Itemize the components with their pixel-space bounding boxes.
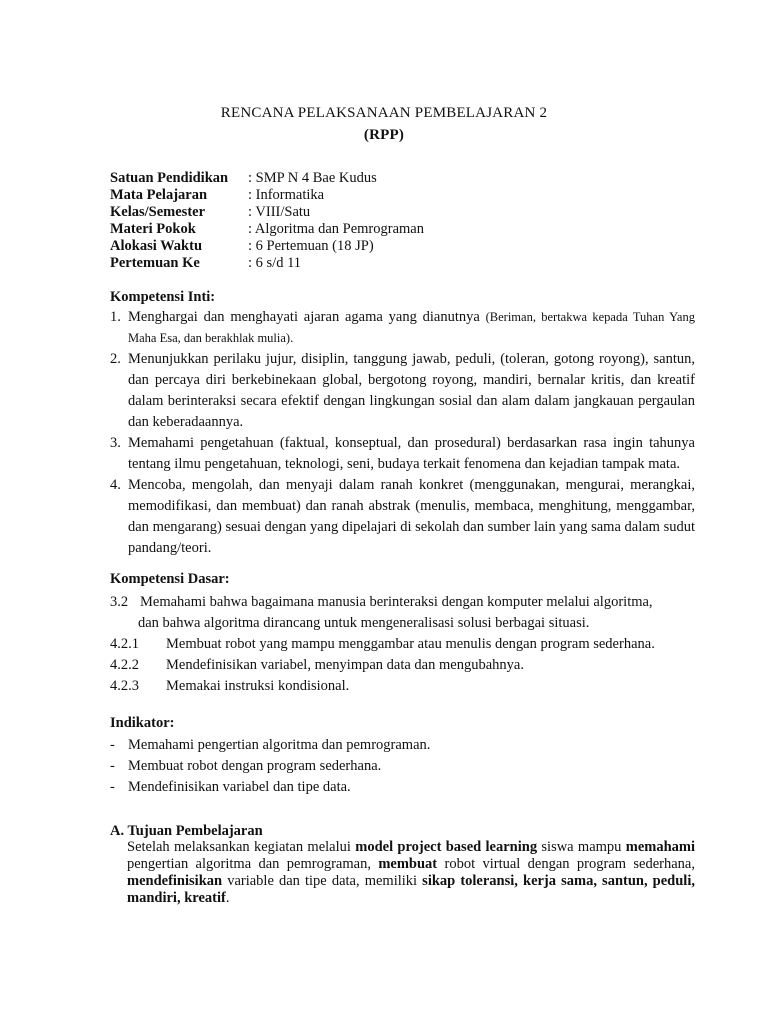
kd-item bbox=[110, 592, 700, 613]
list-item bbox=[110, 735, 430, 756]
info-value: : VIII/Satu bbox=[248, 204, 311, 220]
kd-item bbox=[110, 676, 700, 697]
text-run: . bbox=[225, 890, 230, 906]
item-text: Membuat robot dengan program sederhana. bbox=[128, 758, 382, 774]
kompetensi-inti-list bbox=[110, 307, 695, 559]
indikator-list bbox=[110, 735, 430, 798]
item-text: Memahami pengetahuan (faktual, konseptual, dan prosedural) berdasarkan rasa ingin tahunya tentang ilmu pengetahuan, teknologi, seni, budaya terkait fenomena dan kejadian tampak mata. bbox=[128, 435, 695, 472]
indikator-heading: Indikator: bbox=[110, 715, 175, 731]
kompetensi-dasar-heading: Kompetensi Dasar: bbox=[110, 571, 230, 587]
bold-run: sikap toleransi, kerja sama, santun, peduli, mandiri, kreatif bbox=[127, 873, 695, 906]
info-row-satuan bbox=[110, 170, 424, 187]
kd-text: Memakai instruksi kondisional. bbox=[166, 678, 350, 694]
info-label: Satuan Pendidikan bbox=[110, 170, 229, 186]
info-label: Mata Pelajaran bbox=[110, 187, 208, 203]
list-item bbox=[110, 433, 695, 475]
document-title: RENCANA PELAKSANAAN PEMBELAJARAN 2 bbox=[220, 105, 548, 121]
kd-item bbox=[110, 655, 700, 676]
text-run: robot virtual dengan program sederhana, bbox=[437, 856, 695, 872]
info-label: Kelas/Semester bbox=[110, 204, 206, 220]
item-text: Mencoba, mengolah, dan menyaji dalam ranah konkret (menggunakan, mengurai, merangkai, memodifikasi, dan membuat) dan ranah abstrak (menulis, membaca, menghitung, menggambar, dan mengarang) sesuai dengan yang dipelajari di sekolah dan sumber lain yang sama dalam sudut pandang/teori. bbox=[128, 477, 695, 556]
bullet-dash: - bbox=[110, 737, 115, 753]
item-text: Menghargai dan menghayati ajaran agama yang dianutnya bbox=[128, 309, 486, 325]
info-row-mapel bbox=[110, 187, 424, 204]
kd-number: 4.2.2 bbox=[110, 657, 139, 673]
list-item bbox=[110, 777, 430, 798]
text-run: variable dan tipe data, memiliki bbox=[222, 873, 423, 889]
kd-text: Memahami bahwa bagaimana manusia berinteraksi dengan komputer melalui algoritma, bbox=[140, 594, 653, 610]
list-item bbox=[110, 756, 430, 777]
bullet-dash: - bbox=[110, 758, 115, 774]
document-subtitle: (RPP) bbox=[363, 127, 405, 143]
kompetensi-dasar-list bbox=[110, 592, 700, 697]
info-value: : Algoritma dan Pemrograman bbox=[248, 221, 424, 237]
bold-run: mendefinisikan bbox=[127, 873, 223, 889]
info-value: : 6 s/d 11 bbox=[248, 255, 302, 271]
item-number: 1. bbox=[110, 309, 121, 325]
kd-number: 3.2 bbox=[110, 594, 129, 610]
identity-table bbox=[110, 170, 424, 272]
item-number: 4. bbox=[110, 477, 121, 493]
info-value: : Informatika bbox=[248, 187, 325, 203]
item-number: 3. bbox=[110, 435, 121, 451]
tujuan-heading: A. Tujuan Pembelajaran bbox=[110, 823, 263, 839]
item-text: Mendefinisikan variabel dan tipe data. bbox=[128, 779, 351, 795]
text-run: Setelah melaksankan kegiatan melalui bbox=[127, 839, 356, 855]
list-item bbox=[110, 475, 695, 559]
kd-text: Membuat robot yang mampu menggambar atau menulis dengan program sederhana. bbox=[166, 636, 655, 652]
info-row-kelas bbox=[110, 204, 424, 221]
item-text: Menunjukkan perilaku jujur, disiplin, tanggung jawab, peduli, (toleran, gotong royong), santun, dan percaya diri berkebinekaan global, bergotong royong, mandiri, bernalar kritis, dan kreatif dalam berinteraksi secara efektif dengan lingkungan sosial dan alam dalam jangkauan pergaulan dan keberadaannya. bbox=[128, 351, 695, 430]
text-run: pengertian algoritma dan pemrograman, bbox=[127, 856, 379, 872]
list-item bbox=[110, 349, 695, 433]
item-number: 2. bbox=[110, 351, 121, 367]
list-item bbox=[110, 307, 695, 349]
info-row-alokasi bbox=[110, 238, 424, 255]
tujuan-paragraph bbox=[127, 839, 695, 907]
kd-text: Mendefinisikan variabel, menyimpan data dan mengubahnya. bbox=[166, 657, 524, 673]
info-label: Pertemuan Ke bbox=[110, 255, 200, 271]
bold-run: memahami bbox=[625, 839, 696, 855]
kd-number: 4.2.1 bbox=[110, 636, 139, 652]
info-value: : 6 Pertemuan (18 JP) bbox=[248, 238, 374, 254]
kd-item bbox=[110, 634, 700, 655]
text-run: siswa mampu bbox=[537, 839, 626, 855]
item-text-small: (Beriman, bertakwa kepada Tuhan Yang Maha Esa, dan berakhlak mulia). bbox=[128, 310, 695, 345]
kompetensi-inti-heading: Kompetensi Inti: bbox=[110, 289, 216, 305]
info-row-pertemuan bbox=[110, 255, 424, 272]
bullet-dash: - bbox=[110, 779, 115, 795]
info-label: Materi Pokok bbox=[110, 221, 196, 237]
bold-run: membuat bbox=[378, 856, 438, 872]
info-label: Alokasi Waktu bbox=[110, 238, 203, 254]
kd-number: 4.2.3 bbox=[110, 678, 139, 694]
kd-text-continuation: dan bahwa algoritma dirancang untuk mengeneralisasi solusi berbagai situasi. bbox=[138, 615, 590, 631]
bold-run: model project based learning bbox=[355, 839, 538, 855]
info-row-materi bbox=[110, 221, 424, 238]
info-value: : SMP N 4 Bae Kudus bbox=[248, 170, 377, 186]
item-text: Memahami pengertian algoritma dan pemrograman. bbox=[128, 737, 431, 753]
